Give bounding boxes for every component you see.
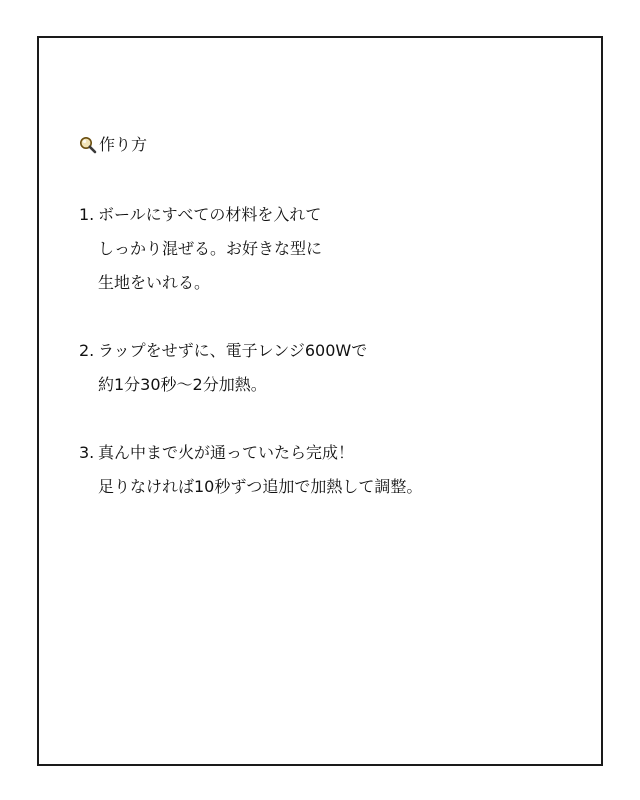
- step-line: [79, 470, 571, 504]
- recipe-content: [79, 134, 571, 538]
- step-text: 足りなければ10秒ずつ追加で加熱して調整。: [98, 477, 423, 496]
- step-text: 約1分30秒〜2分加熱。: [98, 375, 267, 394]
- step-line: [79, 198, 571, 232]
- magnifier-icon: [79, 136, 97, 154]
- step-text: しっかり混ぜる。お好きな型に: [98, 239, 323, 258]
- step-text: ラップをせずに、電子レンジ600Wで: [98, 341, 368, 360]
- step-2: [79, 334, 571, 402]
- step-line: [79, 334, 571, 368]
- step-number: 2.: [79, 341, 95, 360]
- step-line: [79, 436, 571, 470]
- step-3: [79, 436, 571, 504]
- recipe-card: [37, 36, 603, 766]
- section-heading: [79, 134, 571, 156]
- step-text: 生地をいれる。: [98, 273, 211, 292]
- step-line: [79, 368, 571, 402]
- step-number: 3.: [79, 443, 95, 462]
- step-text: ボールにすべての材料を入れて: [98, 205, 322, 224]
- step-1: [79, 198, 571, 300]
- step-number: 1.: [79, 205, 95, 224]
- step-line: [79, 232, 571, 266]
- steps-list: [79, 198, 571, 504]
- heading-text: 作り方: [99, 135, 148, 154]
- step-line: [79, 266, 571, 300]
- step-text: 真ん中まで火が通っていたら完成！: [98, 443, 355, 462]
